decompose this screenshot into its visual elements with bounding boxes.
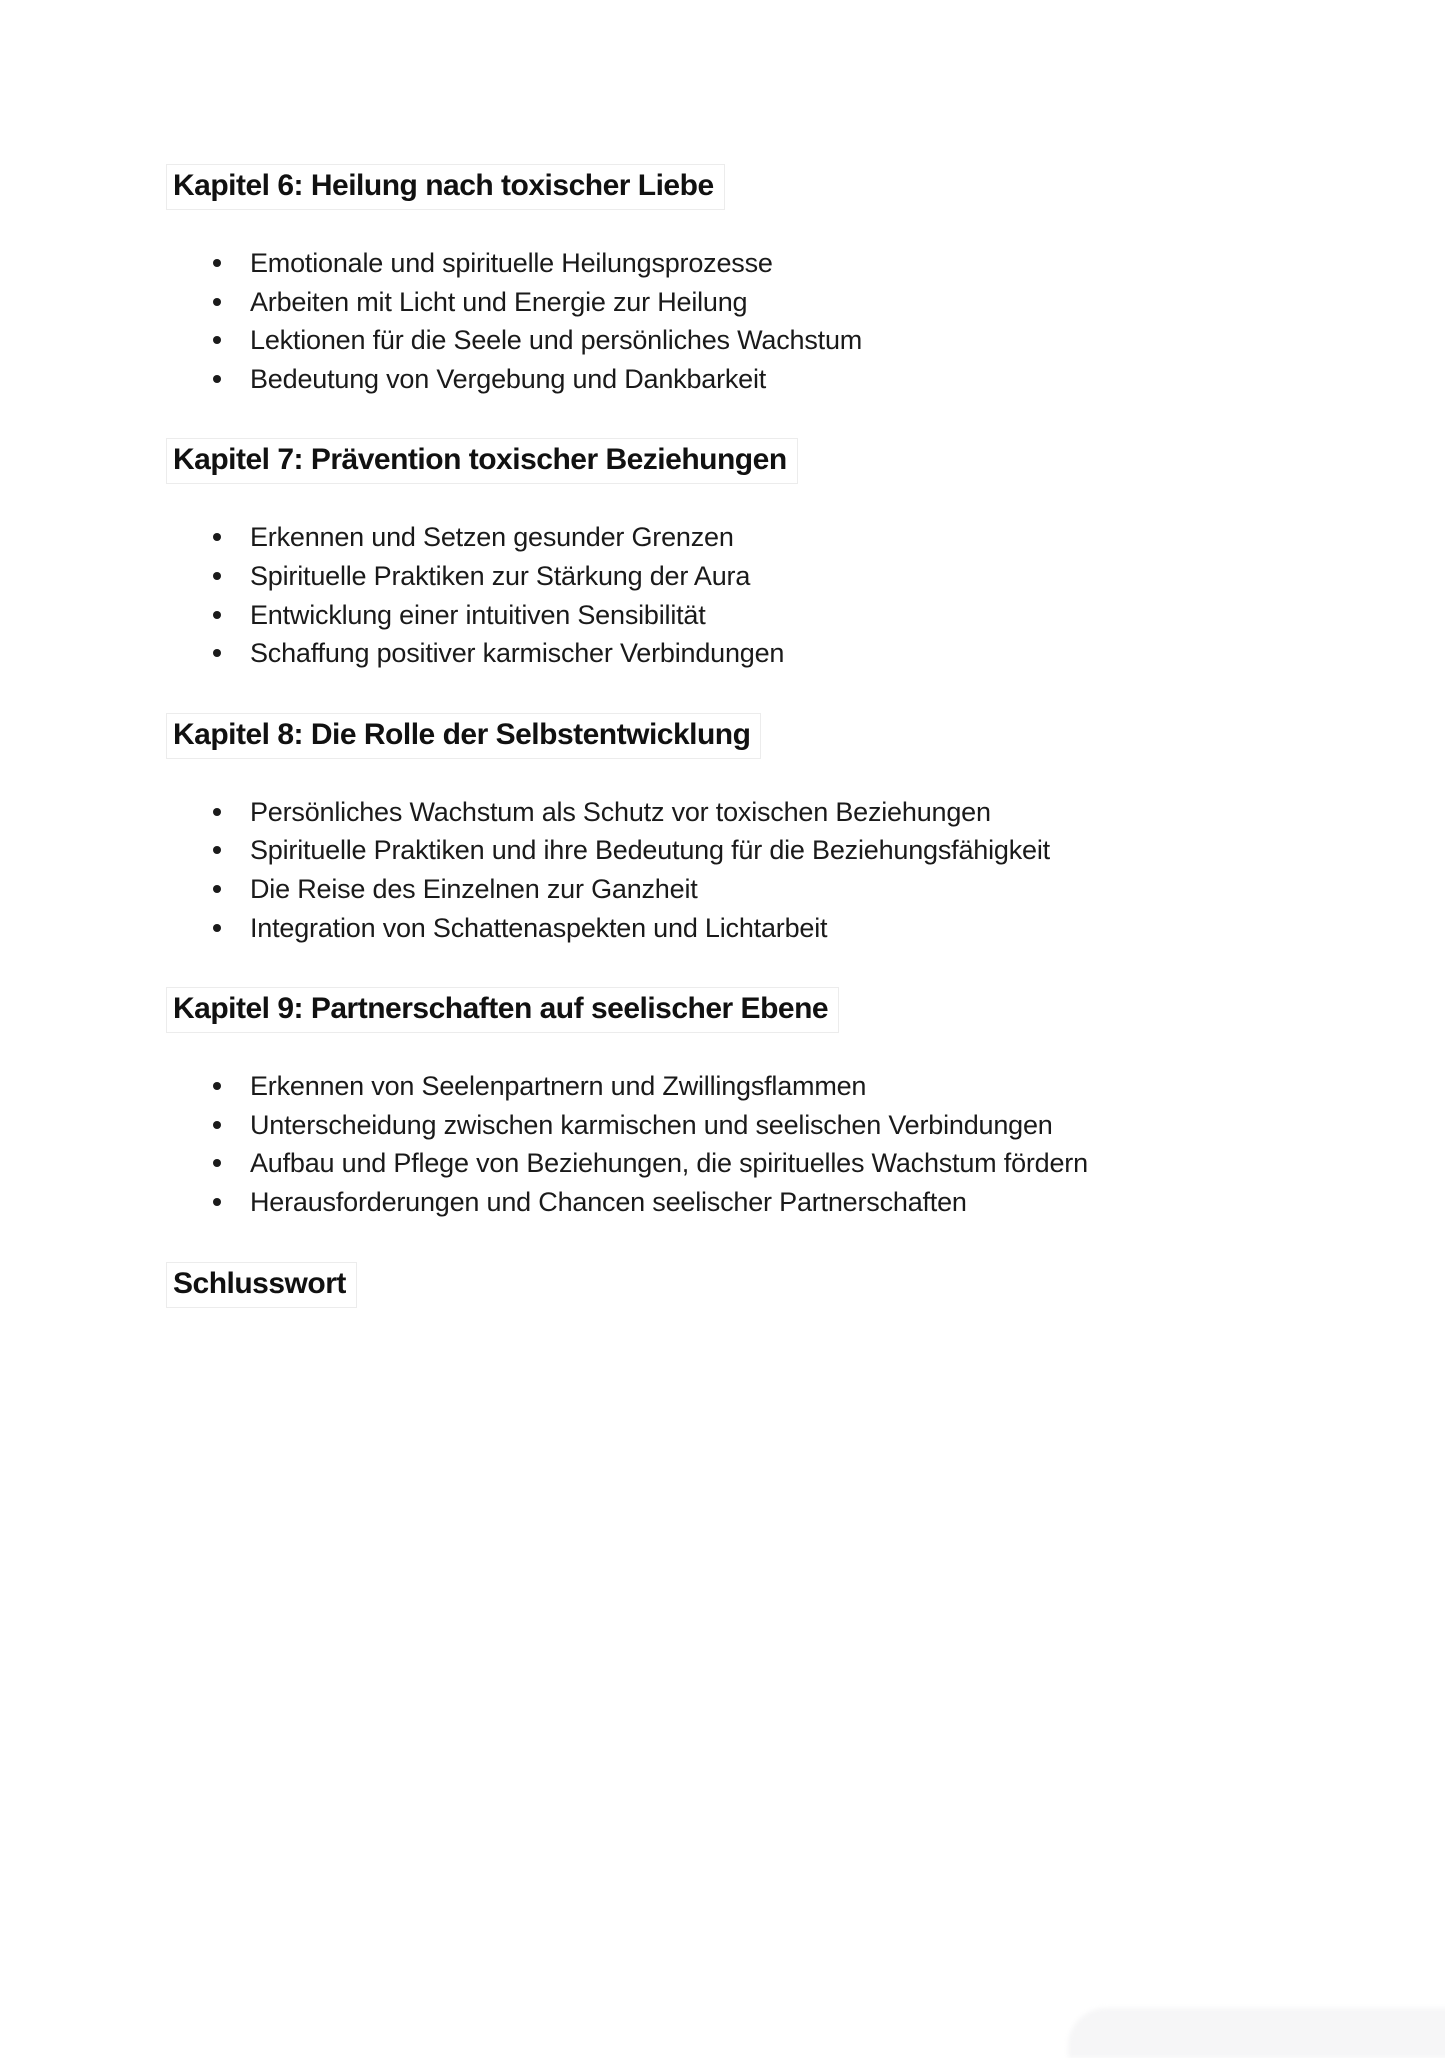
toc-item bbox=[250, 360, 1325, 399]
bottom-floating-panel-edge bbox=[1068, 2008, 1445, 2058]
bullet-icon bbox=[213, 375, 221, 383]
bullet-icon bbox=[213, 649, 221, 657]
chapter-section bbox=[166, 164, 1325, 398]
chapter-bullet-list bbox=[166, 793, 1325, 947]
toc-item bbox=[250, 1144, 1325, 1183]
toc-item-text: Erkennen und Setzen gesunder Grenzen bbox=[250, 522, 734, 553]
chapter-section bbox=[166, 713, 1325, 947]
toc-item-text: Bedeutung von Vergebung und Dankbarkeit bbox=[250, 363, 767, 394]
bullet-icon bbox=[213, 1159, 221, 1167]
toc-item-text: Aufbau und Pflege von Beziehungen, die spirituelles Wachstum fördern bbox=[250, 1148, 1088, 1179]
chapter-bullet-list bbox=[166, 1067, 1325, 1221]
toc-item-text: Spirituelle Praktiken und ihre Bedeutung für die Beziehungsfähigkeit bbox=[250, 835, 1050, 866]
bullet-icon bbox=[213, 846, 221, 854]
chapter-bullet-list bbox=[166, 518, 1325, 672]
bullet-icon bbox=[213, 924, 221, 932]
toc-item bbox=[250, 793, 1325, 832]
toc-item-text: Persönliches Wachstum als Schutz vor toxischen Beziehungen bbox=[250, 796, 991, 827]
toc-item bbox=[250, 909, 1325, 948]
bullet-icon bbox=[213, 611, 221, 619]
toc-item bbox=[250, 634, 1325, 673]
toc-item-text: Lektionen für die Seele und persönliches Wachstum bbox=[250, 325, 863, 356]
toc-item-text: Arbeiten mit Licht und Energie zur Heilung bbox=[250, 286, 748, 317]
toc-item-text: Unterscheidung zwischen karmischen und seelischen Verbindungen bbox=[250, 1109, 1053, 1140]
toc-item-text: Integration von Schattenaspekten und Lichtarbeit bbox=[250, 912, 828, 943]
bullet-icon bbox=[213, 572, 221, 580]
toc-item bbox=[250, 831, 1325, 870]
bullet-icon bbox=[213, 885, 221, 893]
toc-item-text: Herausforderungen und Chancen seelischer Partnerschaften bbox=[250, 1186, 967, 1217]
chapter-bullet-list bbox=[166, 244, 1325, 398]
toc-item bbox=[250, 321, 1325, 360]
toc-item bbox=[250, 244, 1325, 283]
toc-item-text: Entwicklung einer intuitiven Sensibilität bbox=[250, 599, 706, 630]
chapter-heading: Kapitel 8: Die Rolle der Selbstentwicklung bbox=[166, 713, 761, 759]
closing-heading: Schlusswort bbox=[166, 1262, 357, 1308]
bullet-icon bbox=[213, 336, 221, 344]
chapter-heading: Kapitel 9: Partnerschaften auf seelischer Ebene bbox=[166, 987, 839, 1033]
toc-item bbox=[250, 596, 1325, 635]
toc-item-text: Spirituelle Praktiken zur Stärkung der Aura bbox=[250, 560, 751, 591]
toc-item-text: Schaffung positiver karmischer Verbindungen bbox=[250, 638, 785, 669]
bullet-icon bbox=[213, 1198, 221, 1206]
chapter-section bbox=[166, 987, 1325, 1221]
toc-item-text: Die Reise des Einzelnen zur Ganzheit bbox=[250, 873, 698, 904]
bullet-icon bbox=[213, 298, 221, 306]
toc-item bbox=[250, 1106, 1325, 1145]
bullet-icon bbox=[213, 259, 221, 267]
toc-item bbox=[250, 518, 1325, 557]
document-page bbox=[166, 164, 1325, 1308]
toc-item-text: Erkennen von Seelenpartnern und Zwillingsflammen bbox=[250, 1071, 867, 1102]
toc-item-text: Emotionale und spirituelle Heilungsprozesse bbox=[250, 248, 773, 278]
toc-item bbox=[250, 283, 1325, 322]
bullet-icon bbox=[213, 1082, 221, 1090]
chapter-heading: Kapitel 6: Heilung nach toxischer Liebe bbox=[166, 164, 725, 210]
toc-item bbox=[250, 870, 1325, 909]
toc-item bbox=[250, 557, 1325, 596]
toc-item bbox=[250, 1067, 1325, 1106]
bullet-icon bbox=[213, 808, 221, 816]
chapter-heading: Kapitel 7: Prävention toxischer Beziehungen bbox=[166, 438, 798, 484]
closing-section bbox=[166, 1262, 1325, 1308]
bullet-icon bbox=[213, 1121, 221, 1129]
toc-item bbox=[250, 1183, 1325, 1222]
bullet-icon bbox=[213, 533, 221, 541]
chapter-section bbox=[166, 438, 1325, 672]
